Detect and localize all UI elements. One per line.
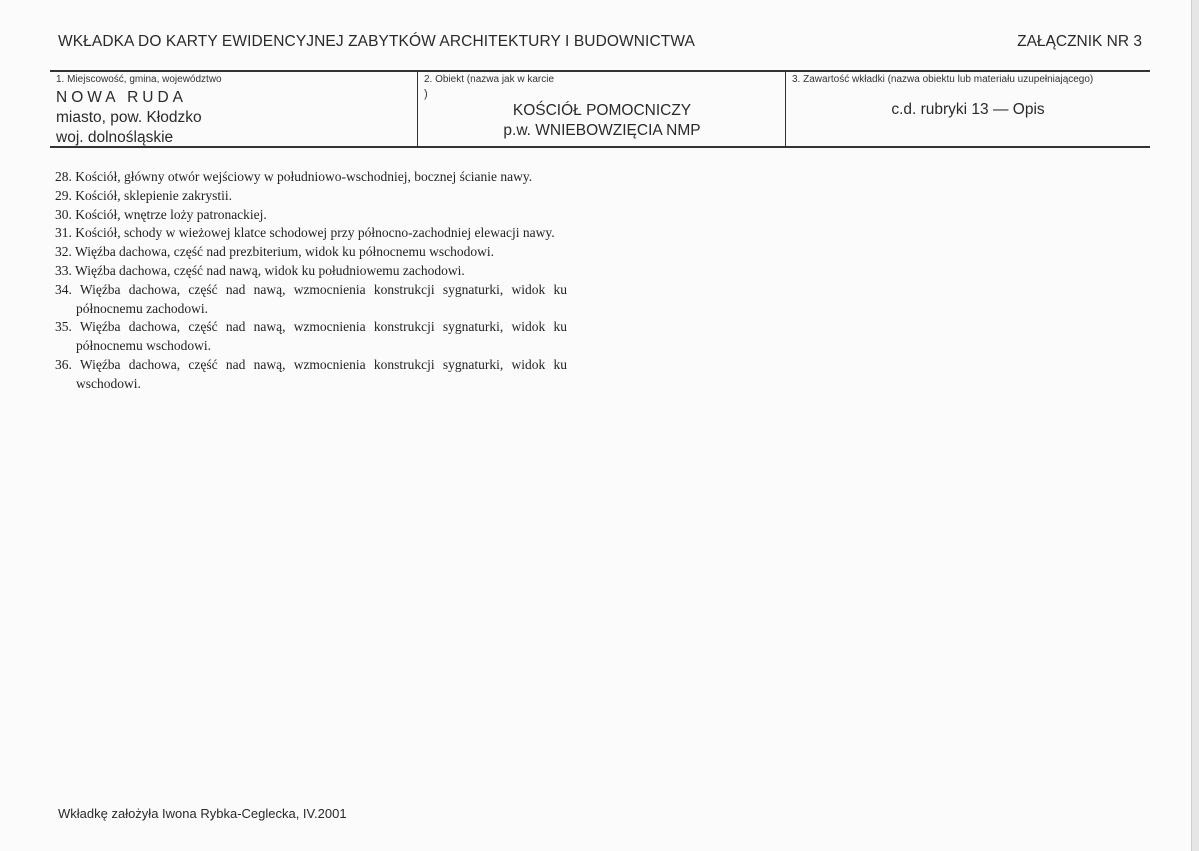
object-name-line2: p.w. WNIEBOWZIĘCIA NMP: [503, 122, 701, 139]
county-line: miasto, pow. Kłodzko: [56, 109, 202, 126]
voivodeship-line: woj. dolnośląskie: [56, 129, 174, 146]
list-item: 32. Więźba dachowa, część nad prezbiterium, widok ku północnemu wschodowi.: [55, 244, 494, 260]
town-name: NOWA RUDA: [56, 89, 188, 106]
author-footer: Wkładkę założyła Iwona Rybka-Ceglecka, IV.2001: [58, 806, 347, 821]
list-item: 31. Kościół, schody w wieżowej klatce schodowej przy północno-zachodniej elewacji nawy.: [55, 225, 555, 241]
contents-label: 3. Zawartość wkładki (nazwa obiektu lub materiału uzupełniającego): [792, 74, 1094, 85]
list-item: 30. Kościół, wnętrze loży patronackiej.: [55, 206, 267, 222]
object-label-paren: ): [424, 88, 428, 100]
location-label: 1. Miejscowość, gmina, województwo: [56, 74, 222, 85]
object-name-line1: KOŚCIÓŁ POMOCNICZY: [512, 102, 692, 119]
header-form-table: [50, 70, 1150, 148]
list-item: 36. Więźba dachowa, część nad nawą, wzmocnienia konstrukcji sygnaturki, widok ku wschodowi.: [55, 356, 567, 391]
scan-edge: [1192, 0, 1199, 851]
contents-cell: [785, 72, 1150, 146]
list-item: 28. Kościół, główny otwór wejściowy w południowo-wschodniej, bocznej ścianie nawy.: [55, 169, 533, 184]
object-name: [418, 101, 786, 141]
photo-list: [55, 168, 567, 394]
location-cell: [50, 72, 417, 146]
list-item: 35. Więźba dachowa, część nad nawą, wzmocnienia konstrukcji sygnaturki, widok ku północnemu wschodowi.: [55, 319, 567, 354]
annex-number: ZAŁĄCZNIK NR 3: [1017, 33, 1142, 50]
document-title: WKŁADKA DO KARTY EWIDENCYJNEJ ZABYTKÓW ARCHITEKTURY I BUDOWNICTWA: [58, 33, 695, 50]
list-item: 34. Więźba dachowa, część nad nawą, wzmocnienia konstrukcji sygnaturki, widok ku północnemu zachodowi.: [55, 281, 567, 316]
contents-value: c.d. rubryki 13 — Opis: [891, 101, 1045, 118]
list-item: 33. Więźba dachowa, część nad nawą, widok ku południowemu zachodowi.: [55, 262, 465, 278]
object-cell: [417, 72, 786, 146]
object-label: 2. Obiekt (nazwa jak w karcie: [424, 74, 555, 85]
list-item: 29. Kościół, sklepienie zakrystii.: [55, 187, 232, 203]
